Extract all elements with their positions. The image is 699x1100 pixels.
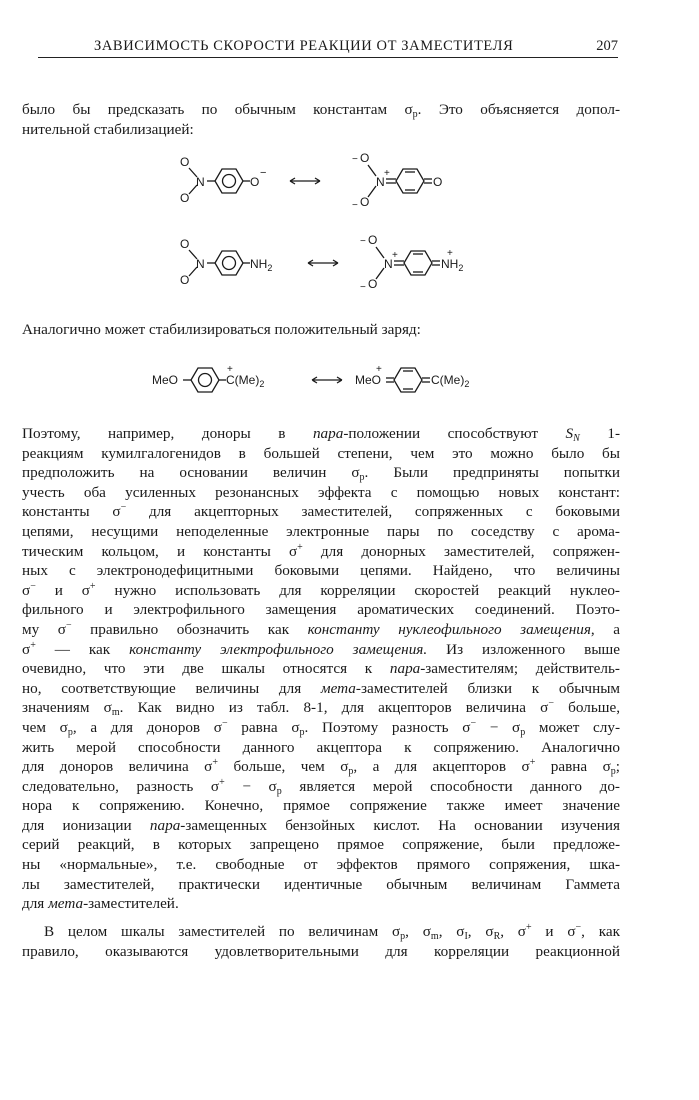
intro-line-1: было бы предсказать по обычным константам $\sigma_p$. Это объясняется допол-	[22, 101, 621, 120]
intro-line-2: нительной стабилизацией:	[22, 120, 194, 138]
p1-line-12: σ+ — как константу электрофильного замещения. Из изложенного выше	[22, 639, 620, 658]
p1-line-20: нора к сопряжению. Конечно, прямое сопряжение также имеет значение	[22, 797, 620, 815]
header-rule	[38, 57, 618, 58]
s1-left-o-bottom: O	[180, 191, 190, 205]
s2-right-n: N	[384, 257, 393, 271]
s1-resonance-arrow	[290, 178, 320, 184]
s3-right-cation: $C(Me)_2$	[431, 373, 470, 389]
s3-left-cation: $C(Me)_2$	[226, 373, 265, 389]
s3-right-meo: MeO	[355, 373, 382, 387]
p2-line-1: В целом шкалы заместителей по величинам $\sigma_p$, $\sigma_m$, $\sigma_I$, $\sigma_R$, σ+ и σ−, как	[44, 922, 620, 942]
page-number: 207	[596, 38, 618, 54]
paragraph-1	[22, 424, 620, 914]
s1-left-n: N	[196, 175, 205, 189]
s1-right-o-bottom: O	[360, 195, 370, 209]
s1-right-o-top: O	[360, 151, 370, 165]
s3-right-plus: +	[376, 364, 382, 375]
p1-line-10: фильного и электрофильного замещения ароматических соединений. Поэто-	[22, 601, 620, 619]
scheme-cumyl-cation-resonance	[150, 358, 510, 402]
p1-line-7: тическим кольцом, и константы σ+ для донорных заместителей, сопряжен-	[22, 541, 620, 560]
s1-right-n: N	[376, 175, 385, 189]
s2-right-o-bottom: O	[368, 277, 378, 291]
p1-line-15: значениям $\sigma_m$. Как видно из табл. 8-1, для акцепторов величина σ− больше,	[22, 698, 620, 719]
p1-line-5: константы σ− для акцепторных заместителей, сопряженных с боковыми	[22, 502, 620, 521]
s1-right-o-end: O	[433, 175, 443, 189]
s2-right-plus-nh2: +	[447, 248, 453, 259]
s2-left-o-top: O	[180, 237, 190, 251]
positive-charge-text	[22, 320, 620, 340]
s3-left-meo: MeO	[152, 373, 179, 387]
p1-line-21: для ионизации пара-замещенных бензойных кислот. На основании изучения	[22, 816, 620, 834]
s1-left-o-top: O	[180, 155, 190, 169]
p2-line-2: правило, оказываются удовлетворительными для корреляции реакционной	[22, 942, 620, 960]
scheme-nitroaniline-resonance	[170, 232, 500, 294]
scheme-nitrophenoxide-resonance	[170, 150, 480, 212]
s1-left-ring	[215, 169, 243, 193]
s3-left-plus: +	[227, 364, 233, 375]
s1-left-oanion: O	[250, 175, 260, 189]
s3-resonance-arrow	[312, 377, 342, 383]
s1-right-minus-bottom: −	[352, 200, 358, 211]
p1-line-2: реакциям кумилгалогенидов в большей степени, чем это можно было бы	[22, 444, 620, 462]
p1-line-14: но, соответствующие величины для мета-заместителей близки к обычным	[22, 679, 621, 697]
p1-line-22: серий реакций, в которых запрещено прямое сопряжение, были предложе-	[22, 836, 620, 854]
p1-line-23: ны «нормальные», т.е. свободные от эффектов прямого сопряжения, шка-	[22, 856, 620, 874]
s1-left-minus: −	[260, 167, 267, 179]
p1-line-17: жить мерой способности данного акцептора к сопряжению. Аналогично	[22, 738, 620, 756]
paragraph-2	[22, 922, 620, 961]
s3-left-ring	[191, 368, 219, 392]
p1-line-3: предположить на основании величин $\sigma_p$. Были предприняты попытки	[22, 464, 620, 484]
p1-line-18: для доноров величина σ+ больше, чем $\sigma_p$, а для акцепторов σ+ равна $\sigma_p$;	[22, 757, 621, 778]
p1-line-4: учесть оба усиленных резонансных эффекта с помощью новых констант:	[22, 483, 620, 501]
p1-line-13: очевидно, что эти две шкалы относятся к пара-заместителям; действитель-	[22, 660, 620, 678]
s1-right-plus: +	[384, 168, 390, 179]
s2-left-o-bottom: O	[180, 273, 190, 287]
s2-right-plus-n: +	[392, 250, 398, 261]
p1-line-16: чем $\sigma_p$, а для доноров σ− равна $\sigma_p$. Поэтому разность $\sigma^- - \sigma_p$ может слу-	[22, 717, 621, 738]
s1-right-minus-top: −	[352, 154, 358, 165]
s2-right-nh2: $NH_2$	[441, 257, 464, 273]
p1-line-24: лы заместителей, практически идентичные обычным величинам Гаммета	[22, 875, 620, 893]
p1-line-11: му σ− правильно обозначить как константу нуклеофильного замещения, а	[22, 619, 620, 638]
s2-right-minus-top: −	[360, 236, 366, 247]
s2-resonance-arrow	[308, 260, 338, 266]
p1-line-9: σ− и σ+ нужно использовать для корреляции скоростей реакций нуклео-	[22, 580, 620, 599]
p1-line-1: Поэтому, например, доноры в пара-положении способствуют $S_N$ 1-	[22, 425, 620, 444]
p1-line-19: следовательно, разность $\sigma^+ - \sigma_p$ является мерой способности данного до-	[22, 776, 620, 797]
s2-left-ring	[215, 251, 243, 275]
s2-right-o-top: O	[368, 233, 378, 247]
positive-charge-line: Аналогично может стабилизироваться положительный заряд:	[22, 321, 421, 338]
intro-text	[22, 100, 620, 139]
s2-right-minus-bottom: −	[360, 282, 366, 293]
p1-line-6: цепями, несущими неподеленные электронные пары по соседству с арома-	[22, 522, 620, 540]
s2-left-n: N	[196, 257, 205, 271]
s2-left-nh2: $NH_2$	[250, 257, 273, 273]
running-title: ЗАВИСИМОСТЬ СКОРОСТИ РЕАКЦИИ ОТ ЗАМЕСТИТЕЛЯ	[94, 38, 514, 54]
p1-line-25: для мета-заместителей.	[22, 895, 179, 913]
p1-line-8: ных с электронодефицитными боковыми цепями. Найдено, что величины	[22, 562, 620, 580]
